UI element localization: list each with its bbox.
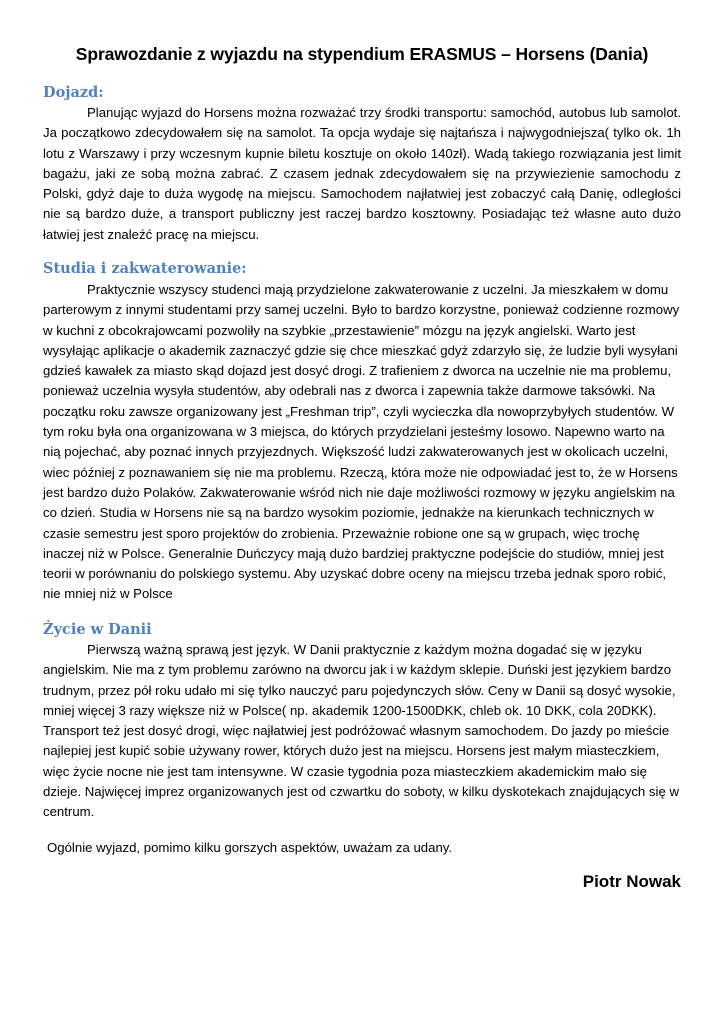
section-heading-studia: Studia i zakwaterowanie: [43,260,247,277]
section-heading-dojazd: Dojazd: [43,84,104,101]
section-body-studia: Praktycznie wszyscy studenci mają przydzielone zakwaterowanie z uczelni. Ja mieszkałem w domu parterowym z innymi studentami przy samej uczelni. Było to bardzo korzystne, ponieważ codzienne rozmowy w kuchni z obcokrajowcami pozwoliły na szybkie „przestawienie” mózgu na język angielski. Warto jest wysyłając aplikacje o akademik zaznaczyć gdzie się chce mieszkać gdyż zdarzyło się, że ludzie byli wysyłani gdzieś kawałek za miasto skąd dojazd jest dosyć drogi. Z trafieniem z dworca na uczelnie nie ma problemu, ponieważ uczelnia wysyła studentów, aby odebrali nas z dworca i zapewnia także darmowe taksówki. Na początku roku zawsze organizowany jest „Freshman trip”, czyli wycieczka dla nowoprzybyłych studentów. W tym roku była ona organizowana w 3 miejsca, do których przydzielani jesteśmy losowo. Napewno warto na nią pojechać, aby poznać innych przyjezdnych. Większość ludzi zakwaterowanych jest w okolicach uczelni, wiec później z poznawaniem się nie ma problemu. Rzeczą, która może nie odpowiadać jest to, że w Horsens jest bardzo dużo Polaków. Zakwaterowanie wśród nich nie daje możliwości rozmowy w języku angielskim na co dzień. Studia w Horsens nie są na bardzo wysokim poziomie, jednakże na kierunkach technicznych w czasie semestru jest sporo projektów do zrobienia. Przeważnie robione one są w grupach, więc trochę inaczej niż w Polsce. Generalnie Duńczycy mają dużo bardziej praktyczne podejście do studiów, mniej jest teorii w porównaniu do polskiego systemu. Aby uzyskać dobre oceny na miejscu trzeba jednak sporo robić, nie mniej niż w Polsce [43,282,680,602]
section-body-dojazd: Planując wyjazd do Horsens można rozważać trzy środki transportu: samochód, autobus lub samolot. Ja początkowo zdecydowałem się na samolot. Ta opcja wydaje się najtańsza i najwygodniejsza( tylko ok. 1h lotu z Warszawy i przy wczesnym kupnie biletu kosztuje on około 140zł). Wadą takiego rozwiązania jest limit bagażu, jaki ze sobą można zabrać. Z czasem jednak zdecydowałem się na przywiezienie samochodu z Polski, gdyż daje to duża wygodę na miejscu. Samochodem najłatwiej jest zobaczyć całą Danię, odległości nie są bardzo duże, a transport publiczny jest raczej bardzo kosztowny. Posiadając też własne auto dużo łatwiej jest znaleźć pracę na miejscu. [43,105,681,242]
author-signature: Piotr Nowak [582,872,681,891]
document-title: Sprawozdanie z wyjazdu na stypendium ERASMUS – Horsens (Dania) [75,44,649,64]
section-heading-zycie: Życie w Danii [43,621,152,638]
summary-line: Ogólnie wyjazd, pomimo kilku gorszych aspektów, uważam za udany. [47,840,453,855]
section-body-zycie: Pierwszą ważną sprawą jest język. W Danii praktycznie z każdym można dogadać się w języku angielskim. Nie ma z tym problemu zarówno na dworcu jak i w każdym sklepie. Duński jest językiem bardzo trudnym, przez pół roku udało mi się tylko nauczyć paru pojedynczych słów. Ceny w Danii są dosyć wysokie, mniej więcej 3 razy większe niż w Polsce( np. akademik 1200-1500DKK, chleb ok. 10 DKK, cola 20DKK). Transport też jest dosyć drogi, więc najłatwiej jest podróżować własnym samochodem. Do jazdy po mieście najlepiej jest kupić sobie używany rower, których dużo jest na miejscu. Horsens jest małym miasteczkiem, więc życie nocne nie jest tam intensywne. W czasie tygodnia poza miasteczkiem akademickim mało się dzieje. Najwięcej imprez organizowanych jest od czwartku do soboty, w kilku dyskotekach znajdujących się w centrum. [43,642,679,820]
